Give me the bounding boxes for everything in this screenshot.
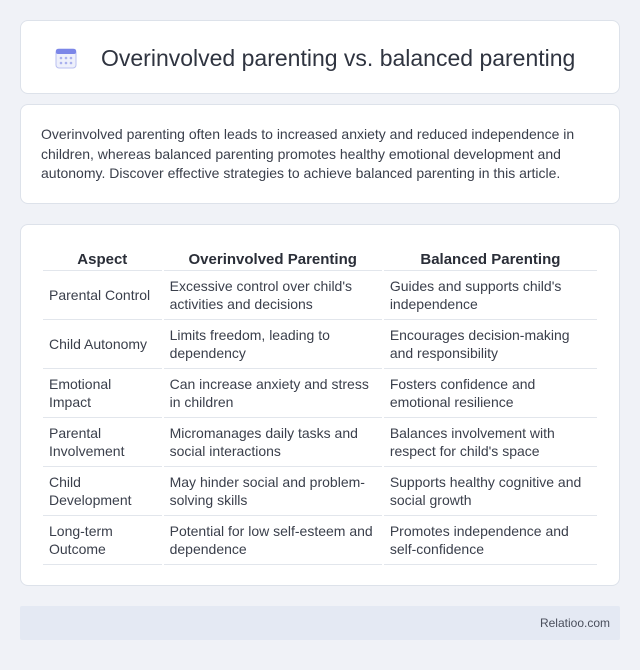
cell-balanced: Supports healthy cognitive and social growth: [384, 467, 597, 516]
comparison-table: [41, 249, 599, 565]
cell-aspect: Long-term Outcome: [43, 516, 162, 565]
cell-overinvolved: Can increase anxiety and stress in children: [164, 369, 382, 418]
cell-balanced: Promotes independence and self-confidence: [384, 516, 597, 565]
table-row: [43, 271, 597, 320]
cell-aspect: Child Development: [43, 467, 162, 516]
cell-overinvolved: Potential for low self-esteem and dependence: [164, 516, 382, 565]
cell-overinvolved: Excessive control over child's activities and decisions: [164, 271, 382, 320]
footer-bar: [20, 606, 620, 640]
header-overinvolved: Overinvolved Parenting: [164, 249, 382, 271]
cell-aspect: Child Autonomy: [43, 320, 162, 369]
cell-balanced: Guides and supports child's independence: [384, 271, 597, 320]
cell-balanced: Encourages decision-making and responsibility: [384, 320, 597, 369]
intro-card: [20, 104, 620, 204]
cell-balanced: Fosters confidence and emotional resilience: [384, 369, 597, 418]
table-row: [43, 369, 597, 418]
page-title: Overinvolved parenting vs. balanced parenting: [101, 45, 576, 71]
title-card: [20, 20, 620, 94]
table-row: [43, 418, 597, 467]
table-card: [20, 224, 620, 586]
table-row: [43, 467, 597, 516]
cell-aspect: Parental Involvement: [43, 418, 162, 467]
cell-aspect: Parental Control: [43, 271, 162, 320]
header-balanced: Balanced Parenting: [384, 249, 597, 271]
cell-aspect: Emotional Impact: [43, 369, 162, 418]
table-header-row: [43, 249, 597, 271]
footer-brand: Relatioo.com: [539, 616, 610, 630]
table-row: [43, 320, 597, 369]
cell-overinvolved: May hinder social and problem-solving skills: [164, 467, 382, 516]
header-aspect: Aspect: [43, 249, 162, 271]
table-row: [43, 516, 597, 565]
cell-balanced: Balances involvement with respect for child's space: [384, 418, 597, 467]
cell-overinvolved: Micromanages daily tasks and social interactions: [164, 418, 382, 467]
intro-paragraph: Overinvolved parenting often leads to increased anxiety and reduced independence in children, whereas balanced parenting promotes healthy emotional development and autonomy. Discover effective strategies to achieve balanced parenting in this article.: [41, 126, 575, 181]
cell-overinvolved: Limits freedom, leading to dependency: [164, 320, 382, 369]
calendar-icon: [55, 47, 77, 69]
